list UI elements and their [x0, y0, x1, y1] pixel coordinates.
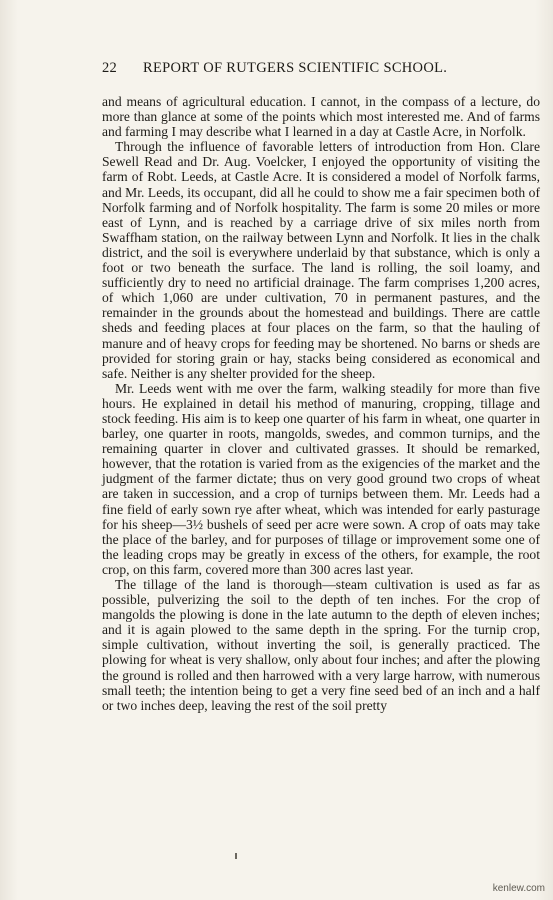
running-header — [102, 60, 522, 77]
paragraph-2: Through the influence of favorable letters of introduction from Hon. Clare Sewell Read and Dr. Aug. Voelcker, I enjoyed the opportunity of visiting the farm of Robt. Leeds, at Castle Acre. It is considered a model of Norfolk farms, and Mr. Leeds, its occupant, did all he could to show me a fair specimen both of Norfolk farming and of Norfolk hospitality. The farm is some 20 miles or more east of Lynn, and is reached by a carriage drive of six miles north from Swaffham station, on the railway between Lynn and Norfolk. It lies in the chalk district, and the soil is everywhere underlaid by that substance, which is only a foot or two beneath the surface. The land is rolling, the soil loamy, and sufficiently dry to need no artificial drainage. The farm comprises 1,200 acres, of which 1,060 are under cultivation, 70 in permanent pastures, and the remainder in the grounds about the homestead and buildings. There are cattle sheds and feeding places at four places on the farm, so that the hauling of manure and of heavy crops for feeding may be shortened. No barns or sheds are provided for storing grain or hay, stacks being considered as economical and safe. Neither is any shelter provided for the sheep. — [102, 139, 540, 381]
watermark-text: kenlew.com — [492, 883, 545, 894]
paragraph-4: The tillage of the land is thorough—steam cultivation is used as far as possible, pulverizing the soil to the depth of ten inches. For the crop of mangolds the plowing is done in the late autumn to the depth of eleven inches; and it is again plowed to the same depth in the spring. For the turnip crop, simple cultivation, without inverting the soil, is generally practiced. The plowing for wheat is very shallow, only about four inches; and after the plowing the ground is rolled and then harrowed with a very large harrow, with numerous small teeth; the intention being to get a very fine seed bed of an inch and a half or two inches deep, leaving the rest of the soil pretty — [102, 577, 540, 713]
paragraph-3: Mr. Leeds went with me over the farm, walking steadily for more than five hours. He explained in detail his method of manuring, cropping, tillage and stock feeding. His aim is to keep one quarter of his farm in wheat, one quarter in barley, one quarter in roots, mangolds, swedes, and common turnips, and the remaining quarter in clover and cultivated grasses. It should be remarked, however, that the rotation is varied from as the exigencies of the market and the judgment of the farmer dictate; thus on very good ground two crops of wheat are taken in succession, and a crop of turnips between them. Mr. Leeds had a fine field of early sown rye after wheat, which was intended for early pasturage for his sheep—3½ bushels of seed per acre were sown. A crop of oats may take the place of the barley, and for purposes of tillage or improvement some one of the leading crops may be greatly in excess of the others, for example, the root crop, on this farm, covered more than 300 acres last year. — [102, 380, 540, 577]
running-title: REPORT OF RUTGERS SCIENTIFIC SCHOOL. — [143, 60, 448, 76]
ink-speck — [235, 853, 237, 859]
body-text — [102, 94, 540, 713]
page-number: 22 — [102, 60, 118, 76]
paragraph-1: and means of agricultural education. I cannot, in the compass of a lecture, do more than glance at some of the points which most interested me. And of farms and farming I may describe what I learned in a day at Castle Acre, in Norfolk. — [102, 94, 540, 140]
